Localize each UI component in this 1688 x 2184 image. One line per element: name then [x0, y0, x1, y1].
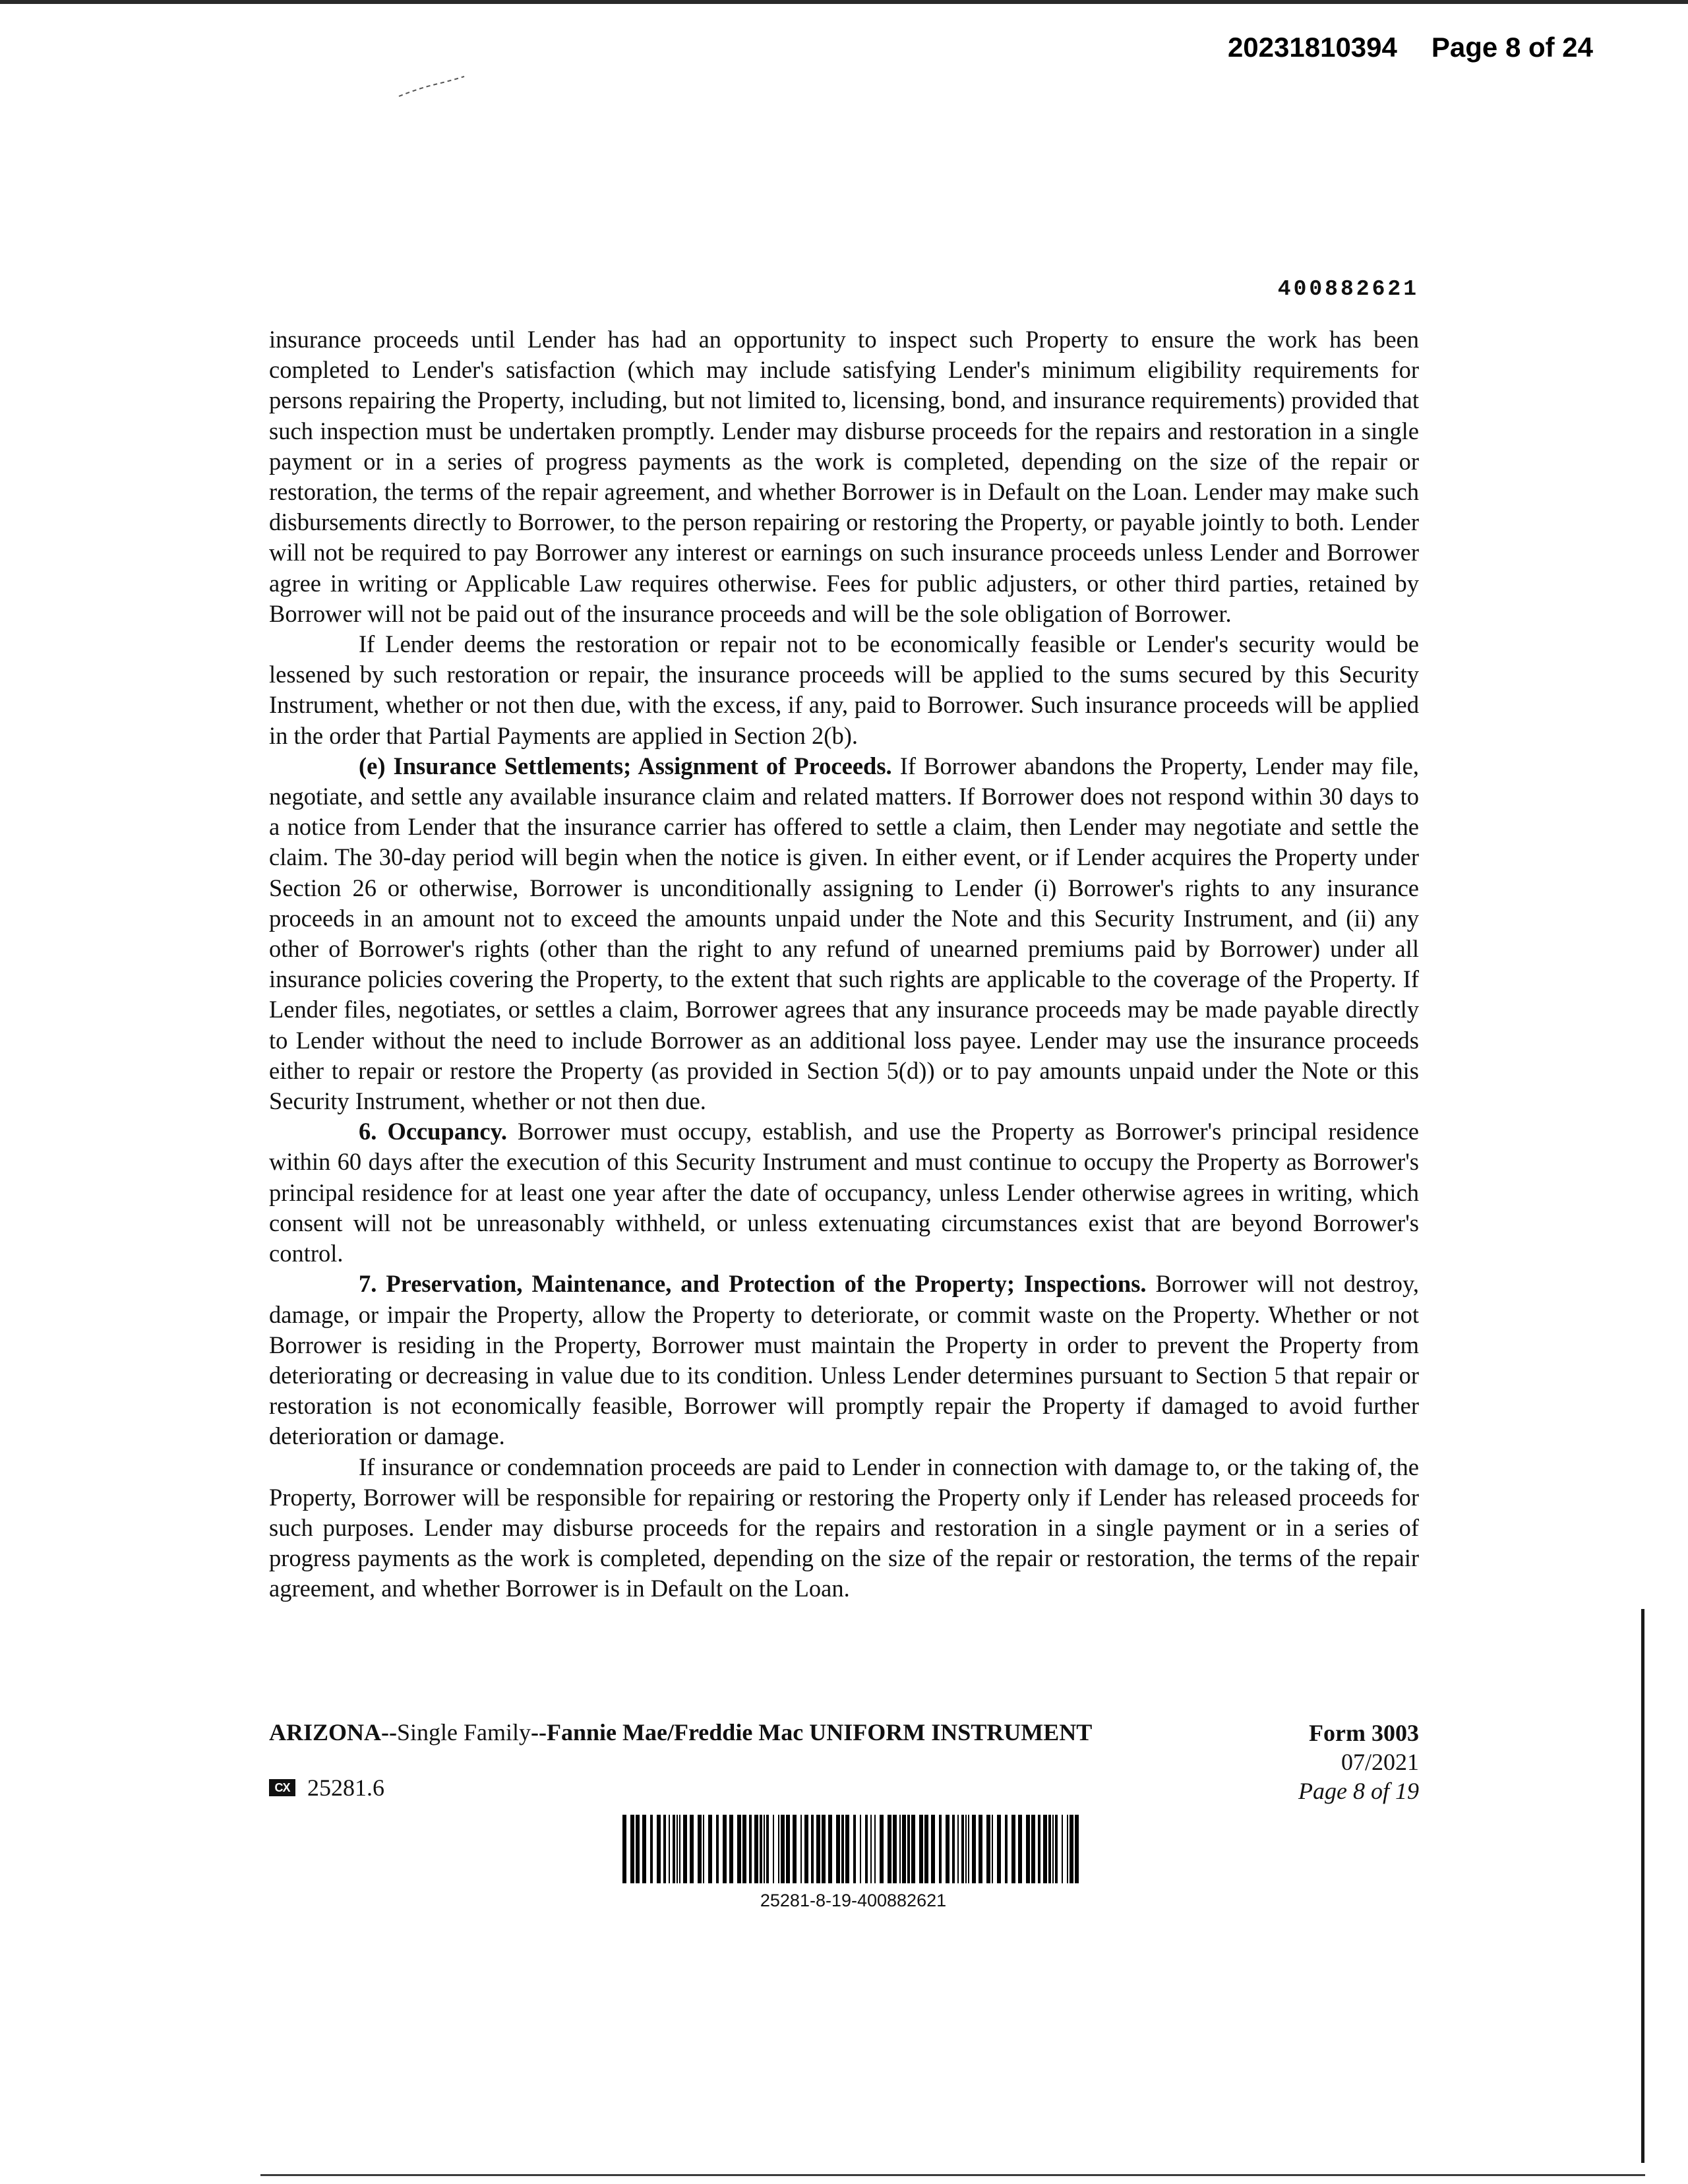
barcode-bar: [673, 1815, 675, 1883]
paragraph: [269, 629, 1419, 751]
barcode-bar: [874, 1815, 876, 1883]
barcode-bar: [1070, 1815, 1073, 1883]
barcode-bar: [690, 1815, 694, 1883]
barcode-bar: [1026, 1815, 1030, 1883]
paragraph-text: Borrower will not destroy, damage, or impair the Property, allow the Property to deteriorate, or commit waste on the Property. Whether or not Borrower is residing in the Property, Borrower must maintain the Property in order to prevent the Property from deteriorating or decreasing in value due to its condition. Unless Lender determines pursuant to Section 5 that repair or restoration is not economically feasible, Borrower will promptly repair the Property if damaged to avoid further deterioration or damage.: [269, 1270, 1419, 1450]
barcode-bar: [893, 1815, 897, 1883]
barcode-bar: [663, 1815, 666, 1883]
scan-edge-top: [0, 0, 1688, 4]
barcode-bar: [1005, 1815, 1008, 1883]
cx-logo: CX: [269, 1779, 295, 1796]
barcode-bar: [1075, 1815, 1079, 1883]
barcode-bar: [853, 1815, 856, 1883]
recording-header: [1228, 32, 1593, 63]
footer-title: [269, 1718, 1092, 1746]
barcode-bar: [899, 1815, 901, 1883]
barcode-bar: [979, 1815, 982, 1883]
barcode-bar: [968, 1815, 969, 1883]
paragraph: [269, 324, 1419, 629]
form-page: Page 8 of 19: [1298, 1778, 1419, 1804]
barcode-caption: 25281-8-19-400882621: [760, 1891, 947, 1910]
paragraph-text: If Lender deems the restoration or repair not to be economically feasible or Lender's security would be lessened by such restoration or repair, the insurance proceeds will be applied to the sums secured by this Security Instrument, whether or not then due, with the excess, if any, paid to Borrower. Such insurance proceeds will be applied in the order that Partial Payments are applied in Section 2(b).: [269, 630, 1419, 749]
paragraph: [269, 1452, 1419, 1604]
barcode-bar: [1048, 1815, 1051, 1883]
loan-number: 400882621: [1277, 277, 1419, 301]
paragraph: [269, 1116, 1419, 1269]
barcode-bar: [1018, 1815, 1022, 1883]
barcode-bar: [1031, 1815, 1035, 1883]
barcode-bar: [636, 1815, 640, 1883]
barcode-bar: [1043, 1815, 1047, 1883]
barcode-bar: [698, 1815, 702, 1883]
section-heading: (e) Insurance Settlements; Assignment of Proceeds.: [359, 752, 892, 779]
paragraph-text: If insurance or condemnation proceeds are paid to Lender in connection with damage to, or the taking of, the Property, Borrower will be responsible for repairing or restoring the Property only if Lender has released proceeds for such purposes. Lender may disburse proceeds for the repairs and restoration in a single payment or in a series of progress payments as the work is completed, depending on the size of the repair or restoration, the terms of the repair agreement, and whether Borrower is in Default on the Loan.: [269, 1453, 1419, 1602]
body-text: [269, 324, 1419, 1604]
barcode-bar: [754, 1815, 758, 1883]
barcode-bar: [679, 1815, 680, 1883]
barcode-bar: [742, 1815, 746, 1883]
barcode-bar: [811, 1815, 814, 1883]
barcode-bar: [961, 1815, 964, 1883]
barcode-bar: [677, 1815, 678, 1883]
barcode-bar: [716, 1815, 719, 1883]
barcode-bar: [911, 1815, 915, 1883]
barcode-bar: [972, 1815, 976, 1883]
barcode-bar: [683, 1815, 687, 1883]
barcode-bar: [1011, 1815, 1015, 1883]
barcode-bar: [992, 1815, 993, 1883]
barcode-bar: [919, 1815, 923, 1883]
barcode-bar: [642, 1815, 646, 1883]
barcode-bar: [760, 1815, 762, 1883]
barcode-bar: [703, 1815, 704, 1883]
barcode-bar: [865, 1815, 868, 1883]
barcode-bar: [749, 1815, 752, 1883]
barcode-bar: [965, 1815, 967, 1883]
barcode-bar: [986, 1815, 990, 1883]
barcode-bar: [828, 1815, 832, 1883]
section-heading: 6. Occupancy.: [359, 1118, 507, 1145]
barcode-bar: [822, 1815, 826, 1883]
barcode-bar: [804, 1815, 808, 1883]
footer-state: ARIZONA: [269, 1719, 382, 1745]
recording-page: Page 8 of 24: [1431, 32, 1593, 63]
barcode-bar: [781, 1815, 785, 1883]
barcode-bar: [1062, 1815, 1063, 1883]
barcode-bar: [766, 1815, 769, 1883]
barcode-bar: [997, 1815, 1001, 1883]
doc-code-block: [269, 1774, 384, 1802]
barcode-bar: [931, 1815, 935, 1883]
paragraph-text: Borrower must occupy, establish, and use the Property as Borrower's principal residence within 60 days after the execution of this Security Instrument and must continue to occupy the Property as Borrower's principal residence for at least one year after the date of occupancy, unless Lender otherwise agrees in writing, which consent will not be unreasonably withheld, or unless extenuating circumstances exist that are beyond Borrower's control.: [269, 1118, 1419, 1267]
barcode-bar: [952, 1815, 955, 1883]
form-block: [1298, 1718, 1419, 1805]
footer-sep: --: [381, 1719, 397, 1745]
barcode-bar: [1052, 1815, 1054, 1883]
barcode-bar: [870, 1815, 872, 1883]
barcode-bar: [845, 1815, 849, 1883]
barcode-bar: [657, 1815, 661, 1883]
barcode-bar: [622, 1815, 626, 1883]
scan-edge-bottom: [260, 2174, 1645, 2176]
barcode-bar: [1038, 1815, 1040, 1883]
paragraph-text: insurance proceeds until Lender has had an opportunity to inspect such Property to ensure the work has been completed to Lender's satisfaction (which may include satisfying Lender's minimum eligibility requirements for persons repairing the Property, including, but not limited to, licensing, bond, and insurance requirements) provided that such inspection must be undertaken promptly. Lender may disburse proceeds for the repairs and restoration in a single payment or in a series of progress payments as the work is completed, depending on the size of the repair or restoration, the terms of the repair agreement, and whether Borrower is in Default on the Loan. Lender may make such disbursements directly to Borrower, to the person repairing or restoring the Property, or payable jointly to both. Lender will not be required to pay Borrower any interest or earnings on such insurance proceeds unless Lender and Borrower agree in writing or Applicable Law requires otherwise. Fees for public adjusters, or other third parties, retained by Borrower will not be paid out of the insurance proceeds and will be the sole obligation of Borrower.: [269, 326, 1419, 627]
form-number: Form 3003: [1309, 1720, 1419, 1746]
barcode-bar: [669, 1815, 670, 1883]
barcode-bar: [1067, 1815, 1068, 1883]
barcode-bar: [880, 1815, 884, 1883]
paragraph: [269, 751, 1419, 1116]
barcode-bar: [957, 1815, 959, 1883]
barcode-bar: [737, 1815, 741, 1883]
barcode-bar: [708, 1815, 712, 1883]
barcode-bar: [773, 1815, 774, 1883]
recording-number: 20231810394: [1227, 32, 1397, 63]
barcode: [622, 1815, 1084, 1883]
barcode-bar: [841, 1815, 844, 1883]
paragraph-text: If Borrower abandons the Property, Lender may file, negotiate, and settle any available insurance claim and related matters. If Borrower does not respond within 30 days to a notice from Lender that the insurance carrier has offered to settle a claim, then Lender may negotiate and settle the claim. The 30-day period will begin when the notice is given. In either event, or if Lender acquires the Property under Section 26 or otherwise, Borrower is unconditionally assigning to Lender (i) Borrower's rights to any insurance proceeds in an amount not to exceed the amounts unpaid under the Note and this Security Instrument, and (ii) any other of Borrower's rights (other than the right to any refund of unearned premiums paid by Borrower) under all insurance policies covering the Property, to the extent that such rights are applicable to the coverage of the Property. If Lender files, negotiates, or settles a claim, Borrower agrees that any insurance proceeds may be made payable directly to Lender without the need to include Borrower as an additional loss payee. Lender may use the insurance proceeds either to repair or restore the Property (as provided in Section 5(d)) or to pay amounts unpaid under the Note or this Security Instrument, whether or not then due.: [269, 752, 1419, 1115]
barcode-bar: [1055, 1815, 1058, 1883]
barcode-bar: [907, 1815, 910, 1883]
scan-edge-right: [1641, 1609, 1644, 2163]
doc-code: 25281.6: [307, 1774, 384, 1801]
barcode-bar: [924, 1815, 928, 1883]
barcode-block: [622, 1815, 1084, 1911]
barcode-bar: [786, 1815, 790, 1883]
barcode-bar: [888, 1815, 891, 1883]
footer-family: Single Family: [397, 1719, 531, 1745]
barcode-bar: [946, 1815, 950, 1883]
barcode-bar: [800, 1815, 802, 1883]
barcode-bar: [836, 1815, 840, 1883]
footer-instrument: Fannie Mae/Freddie Mac UNIFORM INSTRUMENT: [547, 1719, 1093, 1745]
paragraph: [269, 1269, 1419, 1451]
barcode-bar: [764, 1815, 765, 1883]
section-heading: 7. Preservation, Maintenance, and Protection of the Property; Inspections.: [359, 1270, 1147, 1298]
barcode-bar: [630, 1815, 634, 1883]
barcode-bar: [723, 1815, 727, 1883]
footer-sep: --: [531, 1719, 547, 1745]
barcode-bar: [729, 1815, 733, 1883]
barcode-bar: [902, 1815, 906, 1883]
form-date: 07/2021: [1341, 1749, 1419, 1775]
barcode-bar: [793, 1815, 797, 1883]
barcode-bar: [860, 1815, 861, 1883]
barcode-bar: [939, 1815, 942, 1883]
barcode-bar: [650, 1815, 653, 1883]
stray-pen-mark: [396, 74, 468, 100]
barcode-bar: [816, 1815, 820, 1883]
barcode-bar: [778, 1815, 779, 1883]
